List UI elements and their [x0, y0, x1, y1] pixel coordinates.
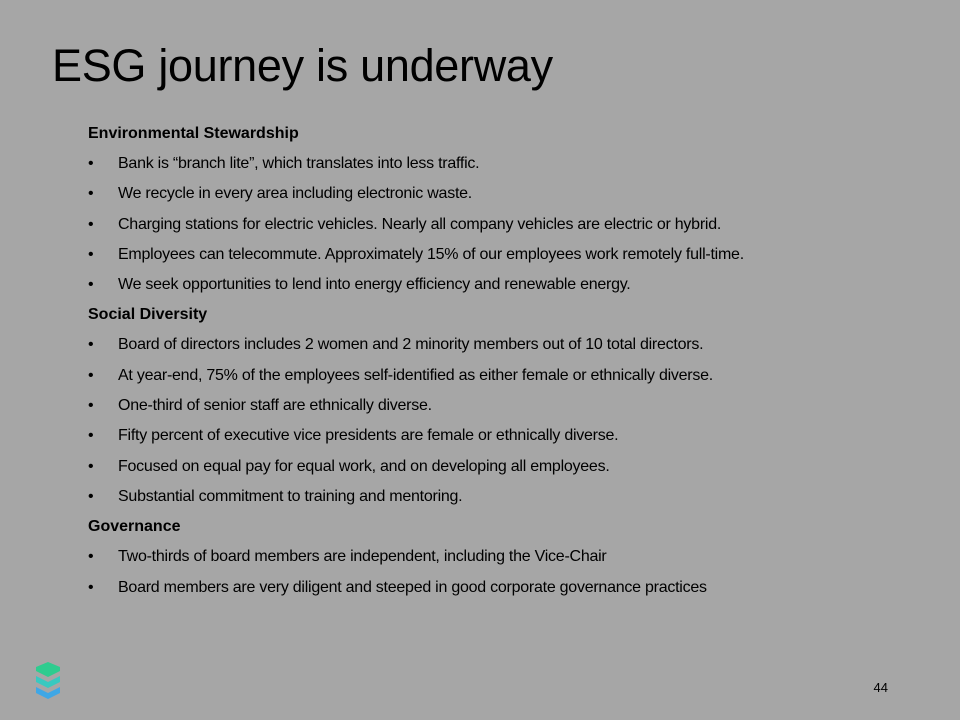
- section-heading: Governance: [88, 518, 181, 536]
- bullet-item: [88, 573, 908, 603]
- bullet-item: [88, 270, 908, 300]
- bullet-text: Board members are very diligent and steeped in good corporate governance practices: [118, 578, 707, 596]
- logo-top-layer: [36, 662, 60, 677]
- bullet-text: Charging stations for electric vehicles. Nearly all company vehicles are electric or hybrid.: [118, 215, 722, 233]
- bullet-text: Board of directors includes 2 women and 2 minority members out of 10 total directors.: [118, 336, 704, 354]
- bullet-text: We seek opportunities to lend into energy efficiency and renewable energy.: [118, 276, 631, 294]
- bullet-dot-icon: •: [88, 276, 94, 294]
- section-heading: Social Diversity: [88, 306, 208, 324]
- section-environmental-stewardship: [88, 119, 908, 300]
- bullet-text: We recycle in every area including electronic waste.: [118, 185, 472, 203]
- bullet-text: One-third of senior staff are ethnically diverse.: [118, 397, 432, 415]
- bullet-dot-icon: •: [88, 548, 94, 566]
- bullet-text: At year-end, 75% of the employees self-identified as either female or ethnically diverse.: [118, 366, 713, 384]
- bullet-dot-icon: •: [88, 155, 94, 172]
- bullet-list: [88, 542, 908, 603]
- bullet-dot-icon: •: [88, 336, 94, 354]
- bullet-text: Substantial commitment to training and mentoring.: [118, 487, 463, 505]
- slide-title: ESG journey is underway: [52, 40, 553, 91]
- bullet-dot-icon: •: [88, 487, 94, 505]
- bullet-item: [88, 361, 908, 391]
- section-heading: Environmental Stewardship: [88, 125, 299, 142]
- bullet-dot-icon: •: [88, 457, 94, 475]
- bullet-item: [88, 330, 908, 360]
- section-governance: [88, 512, 908, 603]
- bullet-text: Fifty percent of executive vice presidents are female or ethnically diverse.: [118, 427, 619, 445]
- bullet-item: [88, 210, 908, 240]
- bullet-dot-icon: •: [88, 578, 94, 596]
- bullet-dot-icon: •: [88, 366, 94, 384]
- bullet-item: [88, 391, 908, 421]
- bullet-item: [88, 452, 908, 482]
- layered-chevrons-logo-icon: [34, 661, 62, 701]
- logo-graphic: [34, 661, 62, 701]
- bullet-list: [88, 330, 908, 512]
- bullet-dot-icon: •: [88, 427, 94, 445]
- bullet-dot-icon: •: [88, 215, 94, 233]
- page-number: 44: [873, 680, 888, 695]
- slide-content: [88, 119, 908, 603]
- bullet-list: [88, 149, 908, 300]
- bullet-item: [88, 482, 908, 512]
- bullet-dot-icon: •: [88, 185, 94, 203]
- bullet-item: [88, 421, 908, 451]
- bullet-item: [88, 240, 908, 270]
- bullet-item: [88, 542, 908, 572]
- section-social-diversity: [88, 300, 908, 512]
- bullet-text: Employees can telecommute. Approximately 15% of our employees work remotely full-time.: [118, 245, 744, 263]
- bullet-item: [88, 149, 908, 179]
- bullet-text: Two-thirds of board members are independent, including the Vice-Chair: [118, 548, 607, 566]
- bullet-item: [88, 179, 908, 209]
- bullet-text: Focused on equal pay for equal work, and on developing all employees.: [118, 457, 610, 475]
- logo-bottom-layer: [36, 687, 60, 699]
- bullet-dot-icon: •: [88, 397, 94, 415]
- logo-middle-layer: [36, 676, 60, 688]
- bullet-text: Bank is “branch lite”, which translates into less traffic.: [118, 155, 480, 172]
- bullet-dot-icon: •: [88, 245, 94, 263]
